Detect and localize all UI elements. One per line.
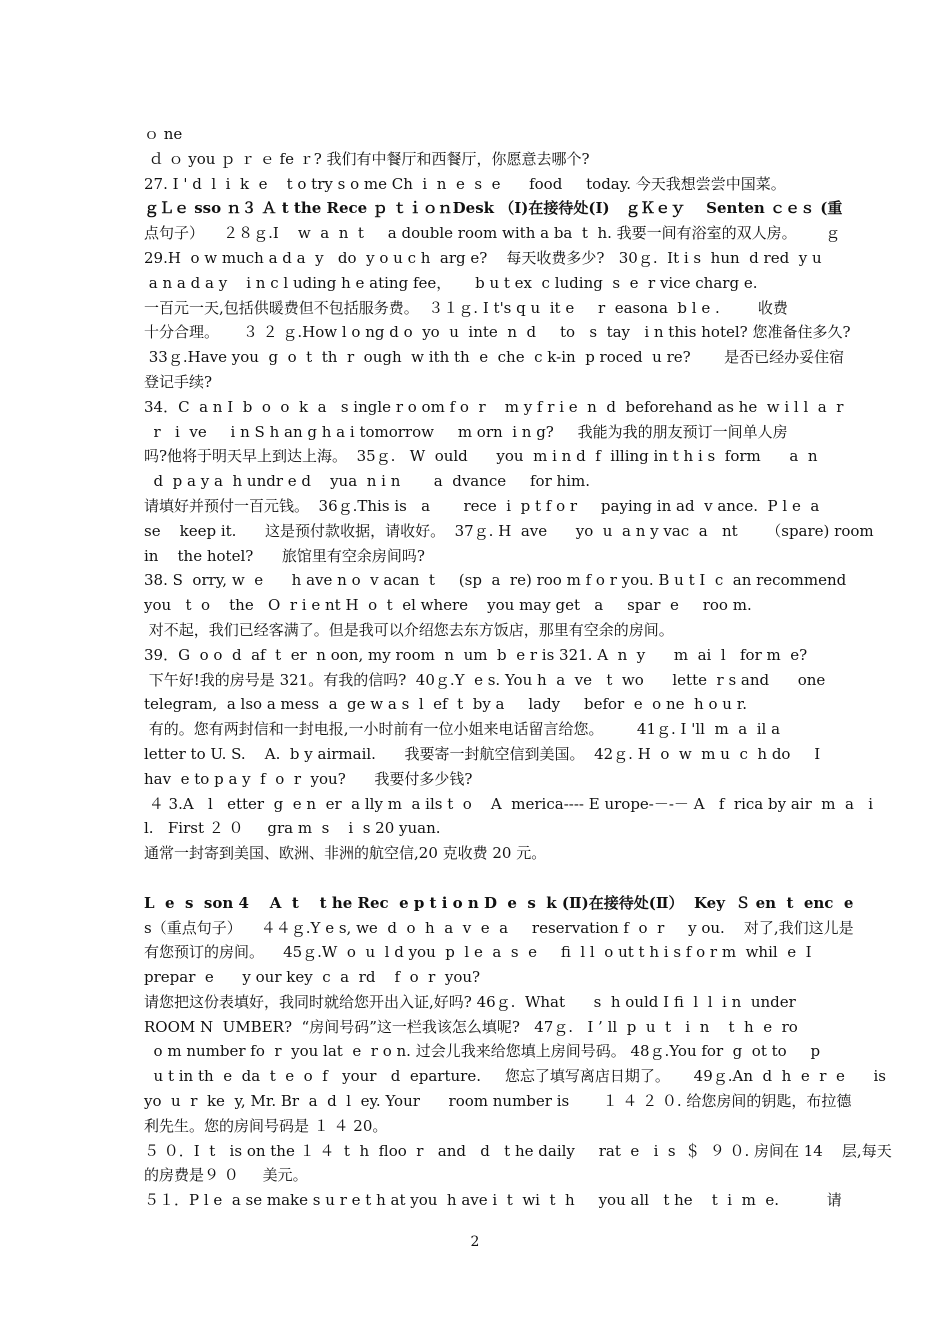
text-line: L e s son 4 A t t he Rec e p t i o n D e s k (Ⅱ)在接待处(Ⅱ） Key Ｓ en t enc e bbox=[144, 893, 854, 912]
text-line: ROOM N UMBER? “房间号码”这一栏我该怎么填呢? 47ｇ. I ’ ll p u t i n t h e ro bbox=[144, 1017, 798, 1036]
text-line: ５ ０．I t is on the １ ４ t h floo r and d t he daily rat e i s ＄ ９ ０. 房间在 14 层,每天 bbox=[144, 1141, 892, 1160]
document-body bbox=[144, 122, 892, 1213]
text-line: r i ve i n S h an g h a i tomorrow m orn i n g? 我能为我的朋友预订一间单人房 bbox=[144, 422, 788, 441]
text-line: o m number fo r you lat e r o n. 过会儿我来给您填上房间号码。 48ｇ.You for g ot to p bbox=[144, 1042, 821, 1061]
text-line: 吗?他将于明天早上到达上海。 35ｇ. W ould you m i n d f illing in t h i s form a n bbox=[144, 447, 818, 466]
text-line: d p a y a h undr e d yua n i n a dvance for him. bbox=[144, 472, 590, 491]
text-line: 通常一封寄到美国、欧洲、非洲的航空信,20 克收费 20 元。 bbox=[144, 844, 547, 863]
text-line: l. First ２ ０ gra m s i s 20 yuan. bbox=[144, 819, 441, 838]
text-line: yo u r ke y, Mr. Br a d l ey. Your room number is １ ４ ２ ０. 给您房间的钥匙，布拉德 bbox=[144, 1092, 852, 1111]
text-line: 34．C a n I b o o k a s ingle r o om f o r m y f r i e n d beforehand as he w i l l a r bbox=[144, 397, 844, 416]
text-line: 下午好!我的房号是 321。有我的信吗? 40ｇ.Y e s. You h a ve t wo lette r s and one bbox=[144, 670, 826, 689]
text-line: 利先生。您的房间号码是 １ ４ 20。 bbox=[144, 1116, 388, 1135]
blank-line bbox=[144, 866, 808, 891]
text-line: 33ｇ.Have you g o t th r ough w ith th e che c k-in p roced u re? 是否已经办妥住宿 bbox=[144, 348, 845, 367]
text-line: hav e to p a y f o r you? 我要付多少钱? bbox=[144, 769, 473, 788]
text-line: 十分合理。 ３ ２ ｇ.How l o ng d o yo u inte n d to s tay i n this hotel? 您准备住多久? bbox=[144, 323, 851, 342]
text-line: 有的。您有两封信和一封电报,一小时前有一位小姐来电话留言给您。 41ｇ. I 'll m a il a bbox=[144, 720, 781, 739]
text-line: ｏ ne bbox=[144, 125, 183, 143]
text-line: a n a d a y i n c l uding h e ating fee， b u t ex c luding s e r vice charg e. bbox=[144, 273, 758, 292]
text-line: 登记手续? bbox=[144, 372, 213, 391]
text-line: telegram, a lso a mess a ge w a s l ef t by a lady befor e o ne h o u r. bbox=[144, 695, 747, 714]
text-line: 27. I ' d l i k e t o try s o me Ch i n e s e food today. 今天我想尝尝中国菜。 bbox=[144, 174, 786, 193]
text-line: 点句子） ２８ｇ.I w a n t a double room with a ba t h. 我要一间有浴室的双人房。 ｇ bbox=[144, 224, 841, 243]
text-line: ５１．P l e a se make s u r e t h at you h ave i t wi t h you all t he t i m e. 请 bbox=[144, 1191, 842, 1210]
text-line: 请您把这份表填好，我同时就给您开出入证,好吗? 46ｇ. What s h ould I fi l l i n under bbox=[144, 992, 796, 1011]
text-line: se keep it. 这是预付款收据，请收好。 37ｇ. H ave yo u a n y vac a nt （spare) room bbox=[144, 521, 874, 540]
text-line: ｄ ｏ you ｐ ｒ ｅ fe ｒ? 我们有中餐厅和西餐厅，你愿意去哪个? bbox=[144, 149, 590, 168]
text-line: in the hotel? 旅馆里有空余房间吗? bbox=[144, 546, 425, 565]
text-line: you t o the O r i e nt H o t el where you may get a spar e roo m. bbox=[144, 596, 752, 615]
text-line: 请填好并预付一百元钱。 36ｇ.This is a rece i p t f o r paying in ad v ance. P l e a bbox=[144, 496, 820, 515]
text-line: letter to U. S. A. b y airmail. 我要寄一封航空信到美国。 42ｇ. H o w m u c h do I bbox=[144, 744, 821, 763]
text-line: 一百元一天,包括供暖费但不包括服务费。 ３１ｇ. I t's q u it e r easona b l e . 收费 bbox=[144, 298, 788, 317]
text-line: 对不起，我们已经客满了。但是我可以介绍您去东方饭店，那里有空余的房间。 bbox=[144, 620, 674, 639]
text-line: u t in th e da t e o f your d eparture. 您忘了填写离店日期了。 49ｇ.An d h e r e is bbox=[144, 1067, 886, 1086]
text-line: 29.H o w much a d a y do y o u c h arg e? 每天收费多少? 30ｇ. It i s hun d red y u bbox=[144, 248, 822, 267]
text-line: s（重点句子） ４４ｇ.Y e s, we d o h a v e a reservation f o r y ou. 对了,我们这儿是 bbox=[144, 918, 854, 937]
text-line: prepar e y our key c a rd f o r you? bbox=[144, 968, 481, 987]
text-line: 38. S orry, w e h ave n o v acan t (sp a re) roo m f o r you. B u t I c an recommend bbox=[144, 571, 847, 590]
text-line: ｇＬｅ sso ｎ３ Ａ t the Rece ｐ ｔｉｏｎDesk （Ⅰ)在接待处(Ⅰ) ｇＫｅｙ Senten ｃｅｓ (重 bbox=[144, 199, 843, 218]
text-line: 有您预订的房间。 45ｇ.W o u l d you p l e a s e fi l l o ut t h i s f o r m whil e I bbox=[144, 943, 812, 962]
text-line: ４ 3.A l etter g e n er a lly m a ils t o A merica---- E urope-－-－ A f rica by air m a i bbox=[144, 794, 874, 813]
text-line: 39．G o o d af t er n oon, my room n um b e r is 321. A n y m ai l for m e? bbox=[144, 645, 808, 664]
page-number: 2 bbox=[470, 1234, 480, 1250]
text-line: 的房费是９ ０ 美元。 bbox=[144, 1166, 308, 1185]
